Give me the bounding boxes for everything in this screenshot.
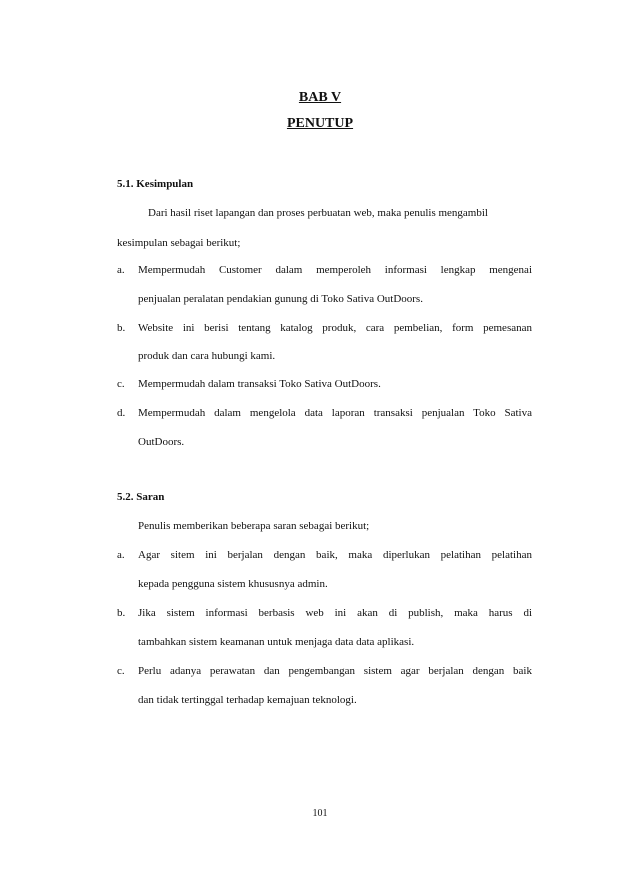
section-heading-saran: 5.2. Saran <box>117 491 165 503</box>
list-marker: a. <box>117 549 125 561</box>
list-item-line: Perlu adanya perawatan dan pengembangan sistem agar berjalan dengan baik <box>138 665 532 677</box>
list-item-line: tambahkan sistem keamanan untuk menjaga data data aplikasi. <box>138 636 415 648</box>
paragraph-line: kesimpulan sebagai berikut; <box>117 237 241 249</box>
list-marker: b. <box>117 322 126 334</box>
page-number: 101 <box>312 808 328 819</box>
list-marker: b. <box>117 607 126 619</box>
list-item-line: Website ini berisi tentang katalog produk, cara pembelian, form pemesanan <box>138 322 532 334</box>
list-item-line: Jika sistem informasi berbasis web ini akan di publish, maka harus di <box>138 607 532 619</box>
paragraph-line: Dari hasil riset lapangan dan proses perbuatan web, maka penulis mengambil <box>148 207 488 219</box>
list-marker: c. <box>117 665 125 677</box>
list-marker: a. <box>117 264 125 276</box>
list-item-line: Agar sitem ini berjalan dengan baik, maka diperlukan pelatihan pelatihan <box>138 549 532 561</box>
list-marker: c. <box>117 378 125 390</box>
list-item-line: kepada pengguna sistem khususnya admin. <box>138 578 328 590</box>
section-heading-kesimpulan: 5.1. Kesimpulan <box>117 178 194 190</box>
list-item-line: dan tidak tertinggal terhadap kemajuan teknologi. <box>138 694 357 706</box>
list-item-line: produk dan cara hubungi kami. <box>138 350 276 362</box>
list-item-line: Mempermudah dalam transaksi Toko Sativa OutDoors. <box>138 378 381 390</box>
list-item-line: OutDoors. <box>138 436 185 448</box>
chapter-number: BAB V <box>298 90 342 105</box>
list-item-line: Mempermudah Customer dalam memperoleh informasi lengkap mengenai <box>138 264 532 276</box>
list-item-line: penjualan peralatan pendakian gunung di Toko Sativa OutDoors. <box>138 293 423 305</box>
list-item-line: Mempermudah dalam mengelola data laporan transaksi penjualan Toko Sativa <box>138 407 532 419</box>
paragraph-line: Penulis memberikan beberapa saran sebagai berikut; <box>138 520 370 532</box>
chapter-title: PENUTUP <box>286 116 354 131</box>
list-marker: d. <box>117 407 126 419</box>
